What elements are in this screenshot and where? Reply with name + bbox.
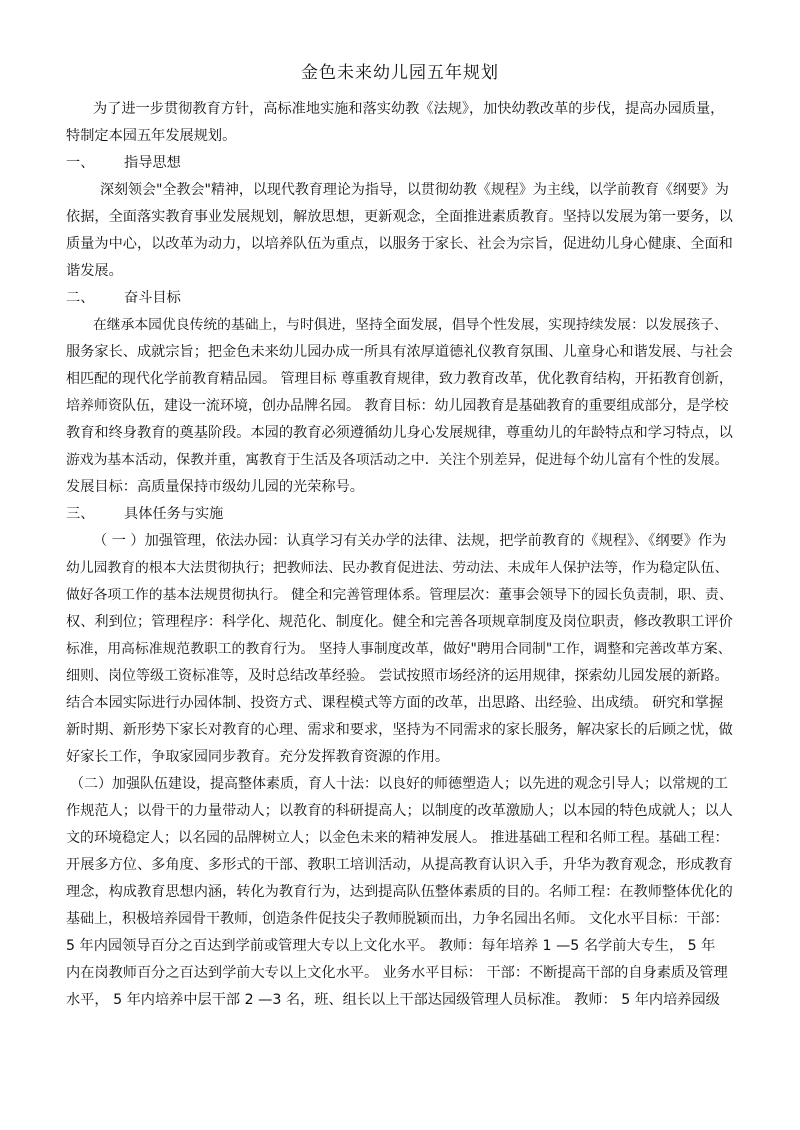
paragraph-line: 发展目标：高质量保持市级幼儿园的光荣称号。	[66, 479, 364, 495]
paragraph-line: 在继承本园优良传统的基础上，与时俱进，坚持全面发展，倡导个性发展，实现持续发展：以发展孩子、	[93, 317, 728, 333]
paragraph-line: 幼儿园教育的根本大法贯彻执行；把教师法、民办教育促进法、劳动法、未成年人保护法等，作为稳定队伍、	[66, 560, 729, 576]
paragraph-line: （ 一 ）加强管理，依法办园：认真学习有关办学的法律、法规，把学前教育的《规程》、《纲要》作为	[93, 533, 727, 549]
section-heading	[66, 153, 181, 173]
paragraph-line: 质量为中心，以改革为动力，以培养队伍为重点，以服务于家长、社会为宗旨，促进幼儿身心健康、全面和	[66, 236, 733, 252]
paragraph-line: 结合本园实际进行办园体制、投资方式、课程模式等方面的改革，出思路、出经验、出成绩。 研究和掌握	[66, 695, 724, 711]
paragraph-line: 标准，用高标准规范教职工的教育行为。 坚持人事制度改革，做好"聘用合同制"工作，调整和完善改革方案、	[66, 641, 732, 657]
paragraph-line: 作规范人；以骨干的力量带动人；以教育的科研提高人；以制度的改革激励人；以本园的特色成就人；以人	[66, 803, 733, 819]
section-heading	[66, 504, 223, 524]
paragraph-line: 内在岗教师百分之百达到学前大专以上文化水平。 业务水平目标： 干部：不断提高干部的自身素质及管理	[66, 965, 728, 981]
section-title: 奋斗目标	[124, 290, 181, 306]
paragraph-line: （二）加强队伍建设，提高整体素质，育人十法：以良好的师德塑造人；以先进的观念引导人；以常规的工	[70, 776, 728, 792]
section-number: 二、	[66, 290, 95, 306]
paragraph-line: 做好各项工作的基本法规贯彻执行。 健全和完善管理体系。管理层次：董事会领导下的园长负责制，职、责、	[66, 587, 733, 603]
paragraph-line: 谐发展。	[66, 263, 123, 279]
section-number: 一、	[66, 155, 95, 171]
section-number: 三、	[66, 506, 95, 522]
paragraph-line: 新时期、新形势下家长对教育的心理、需求和要求，坚持为不同需求的家长服务，解决家长的后顾之忧，做	[66, 722, 733, 738]
paragraph-line: 开展多方位、多角度、多形式的干部、教职工培训活动，从提高教育认识入手，升华为教育观念，形成教育	[66, 857, 733, 873]
paragraph-line: 相匹配的现代化学前教育精品园。 管理目标 尊重教育规律，致力教育改革，优化教育结构，开拓教育创新，	[66, 371, 733, 387]
section-title: 指导思想	[124, 155, 181, 171]
section-title: 具体任务与实施	[124, 506, 224, 522]
paragraph-line: 游戏为基本活动，保教并重，寓教育于生活及各项活动之中．关注个别差异，促进每个幼儿富有个性的发展。	[66, 452, 729, 468]
paragraph-line: 5 年内园领导百分之百达到学前或管理大专以上文化水平。 教师：每年培养 1 —5 名学前大专生， 5 年	[66, 938, 716, 954]
paragraph-line: 培养师资队伍，建设一流环境，创办品牌名园。 教育目标：幼儿园教育是基础教育的重要组成部分，是学校	[66, 398, 729, 414]
paragraph-line: 服务家长、成就宗旨；把金色未来幼儿园办成一所具有浓厚道德礼仪教育氛围、儿童身心和谐发展、与社会	[66, 344, 733, 360]
paragraph-line: 水平， 5 年内培养中层干部 2 —3 名，班、组长以上干部达园级管理人员标准。 教师： 5 年内培养园级	[66, 992, 720, 1008]
paragraph-line: 理念，构成教育思想内涵，转化为教育行为，达到提高队伍整体素质的目的。名师工程：在教师整体优化的	[66, 884, 733, 900]
paragraph-line: 细则、岗位等级工资标准等，及时总结改革经验。 尝试按照市场经济的运用规律，探索幼儿园发展的新路。	[66, 668, 729, 684]
paragraph-line: 好家长工作，争取家园同步教育。充分发挥教育资源的作用。	[66, 749, 450, 765]
paragraph-line: 文的环境稳定人；以名园的品牌树立人；以金色未来的精神发展人。 推进基础工程和名师工程。基础工程：	[66, 830, 729, 846]
paragraph-line: 基础上，积极培养园骨干教师，创造条件促技尖子教师脱颖而出，力争名园出名师。 文化水平目标：干部：	[66, 911, 729, 927]
section-heading	[66, 288, 181, 308]
intro-line: 为了进一步贯彻教育方针，高标准地实施和落实幼教《法规》，加快幼教改革的步伐，提高办园质量，	[93, 101, 725, 117]
document-title: 金色未来幼儿园五年规划	[301, 63, 499, 83]
paragraph-line: 教育和终身教育的奠基阶段。本园的教育必须遵循幼儿身心发展规律，尊重幼儿的年龄特点和学习特点，以	[66, 425, 733, 441]
paragraph-line: 深刻领会"全教会"精神，以现代教育理论为指导，以贯彻幼教《规程》为主线，以学前教育《纲要》为	[100, 182, 729, 198]
intro-line: 特制定本园五年发展规划。	[66, 128, 237, 144]
paragraph-line: 权、利到位；管理程序：科学化、规范化、制度化。健全和完善各项规章制度及岗位职责，修改教职工评价	[66, 614, 733, 630]
paragraph-line: 依据，全面落实教育事业发展规划，解放思想，更新观念，全面推进素质教育。坚持以发展为第一要务，以	[66, 209, 733, 225]
